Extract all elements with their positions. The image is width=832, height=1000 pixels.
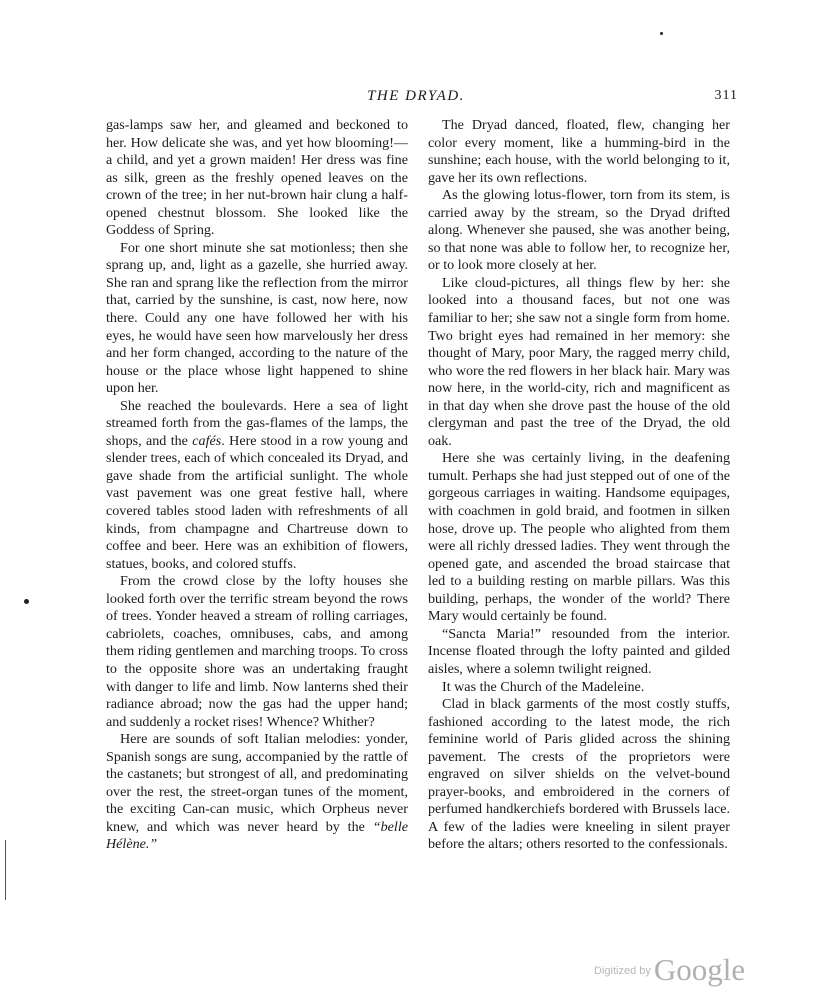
page-number: 311 <box>714 88 738 103</box>
paragraph <box>106 240 408 398</box>
paragraph <box>106 731 408 854</box>
paragraph <box>428 679 730 697</box>
paragraph <box>428 626 730 679</box>
text-run: . Here stood in a row young and slender trees, each of which concealed its Dryad, and gave shade from the artificial sunlight. The whole vast pavement was one great festive hall, where covered tables stood laden with refreshments of all kinds, from champagne and Chartreuse down to coffee and beer. Here was an exhibition of flowers, statues, books, and colored stuffs. <box>106 432 408 572</box>
paragraph <box>428 275 730 450</box>
paragraph <box>428 117 730 187</box>
paragraph <box>428 450 730 625</box>
text-run: For one short minute she sat motionless; then she sprang up, and, light as a gazelle, she hurried away. She ran and sprang like the reflection from the mirror that, carried by the sunshine, is cast, now here, now there. Could any one have followed her with his eyes, he would have seen how marvelously her dress and her form changed, according to the nature of the house or the place whose light happened to shine upon her. <box>106 239 408 397</box>
digitized-by-google-watermark <box>594 952 745 992</box>
paragraph <box>106 573 408 731</box>
text-run: Here are sounds of soft Italian melodies: yonder, Spanish songs are sung, accompanied by the rattle of the castanets; but strongest of all, and predominating over the rest, the street-organ tunes of the moment, the exciting Can-can music, which Orpheus never knew, and which was never heard by the <box>106 731 408 835</box>
text-run: gas-lamps saw her, and gleamed and beckoned to her. How delicate she was, and yet how blooming!—a child, and yet a grown maiden! Her dress was fine as silk, green as the freshly opened leaves on the crown of the tree; in her nut-brown hair clung a half-opened chestnut blossom. She looked like the Goddess of Spring. <box>106 117 408 239</box>
text-run: It was the Church of the Madeleine. <box>442 678 645 695</box>
right-column <box>428 117 730 854</box>
text-run: Clad in black garments of the most costly stuffs, fashioned according to the latest mode, the rich feminine world of Paris glided across the shining pavement. The crests of the proprietors were engraved on silver shields on the velvet-bound prayer-books, and embroidered in the corners of perfumed handkerchiefs bordered with Brussels lace. A few of the ladies were kneeling in silent prayer before the altars; others resorted to the confessionals. <box>428 696 730 853</box>
left-column <box>106 117 408 854</box>
text-run: The Dryad danced, floated, flew, changing her color every moment, like a humming-bird in the sunshine; each house, with the world belonging to it, gave her its own reflections. <box>428 117 730 186</box>
italic-text: “belle Hélène.” <box>106 818 408 853</box>
margin-ink-dot-top <box>660 32 663 35</box>
margin-ink-dot <box>24 599 29 604</box>
text-run: Like cloud-pictures, all things flew by her: she looked into a thousand faces, but not one was familiar to her; she saw not a single form from home. Two bright eyes had remained in her memory: she thought of Mary, poor Mary, the ragged merry child, who wore the red flowers in her black hair. Mary was now here, in the world-city, rich and magnificent as in that day when she drove past the house of the old clergyman and past the tree of the Dryad, the old oak. <box>428 274 730 449</box>
running-title: THE DRYAD. <box>367 88 465 104</box>
watermark-prefix: Digitized by <box>594 965 651 977</box>
paragraph <box>106 398 408 573</box>
text-run: From the crowd close by the lofty houses she looked forth over the terrific stream beyond the rows of trees. Yonder heaved a stream of rolling carriages, cabriolets, coaches, omnibuses, cabs, and among them riding gentlemen and marching troops. To cross to the opposite shore was an undertaking fraught with danger to life and limb. Now lanterns shed their radiance abroad; now the gas had the upper hand; and suddenly a rocket rises! Whence? Whither? <box>106 573 408 730</box>
margin-scan-mark <box>5 840 6 900</box>
text-run: Here she was certainly living, in the deafening tumult. Perhaps she had just stepped out of one of the gorgeous carriages in waiting. Handsome equipages, with coachmen in gold braid, and footmen in silken hose, drove up. The people who alighted from them were all richly dressed ladies. They went through the opened gate, and ascended the broad staircase that led to a building resting on marble pillars. Was this building, perhaps, the wonder of the world? There Mary would certainly be found. <box>428 450 730 625</box>
paragraph <box>428 187 730 275</box>
italic-text: cafés <box>192 432 222 449</box>
running-head <box>0 86 832 110</box>
text-run: She reached the boulevards. Here a sea of light streamed forth from the gas-flames of the lamps, the shops, and the <box>106 397 408 449</box>
paragraph <box>106 117 408 240</box>
text-run: “Sancta Maria!” resounded from the interior. Incense floated through the lofty painted and gilded aisles, where a solemn twilight reigned. <box>428 625 730 677</box>
text-run: As the glowing lotus-flower, torn from its stem, is carried away by the stream, so the Dryad drifted along. Whenever she paused, she was another being, so that none was able to follow her, to recognize her, or to look more closely at her. <box>428 187 730 274</box>
google-logo: Google <box>653 952 746 987</box>
paragraph <box>428 696 730 854</box>
